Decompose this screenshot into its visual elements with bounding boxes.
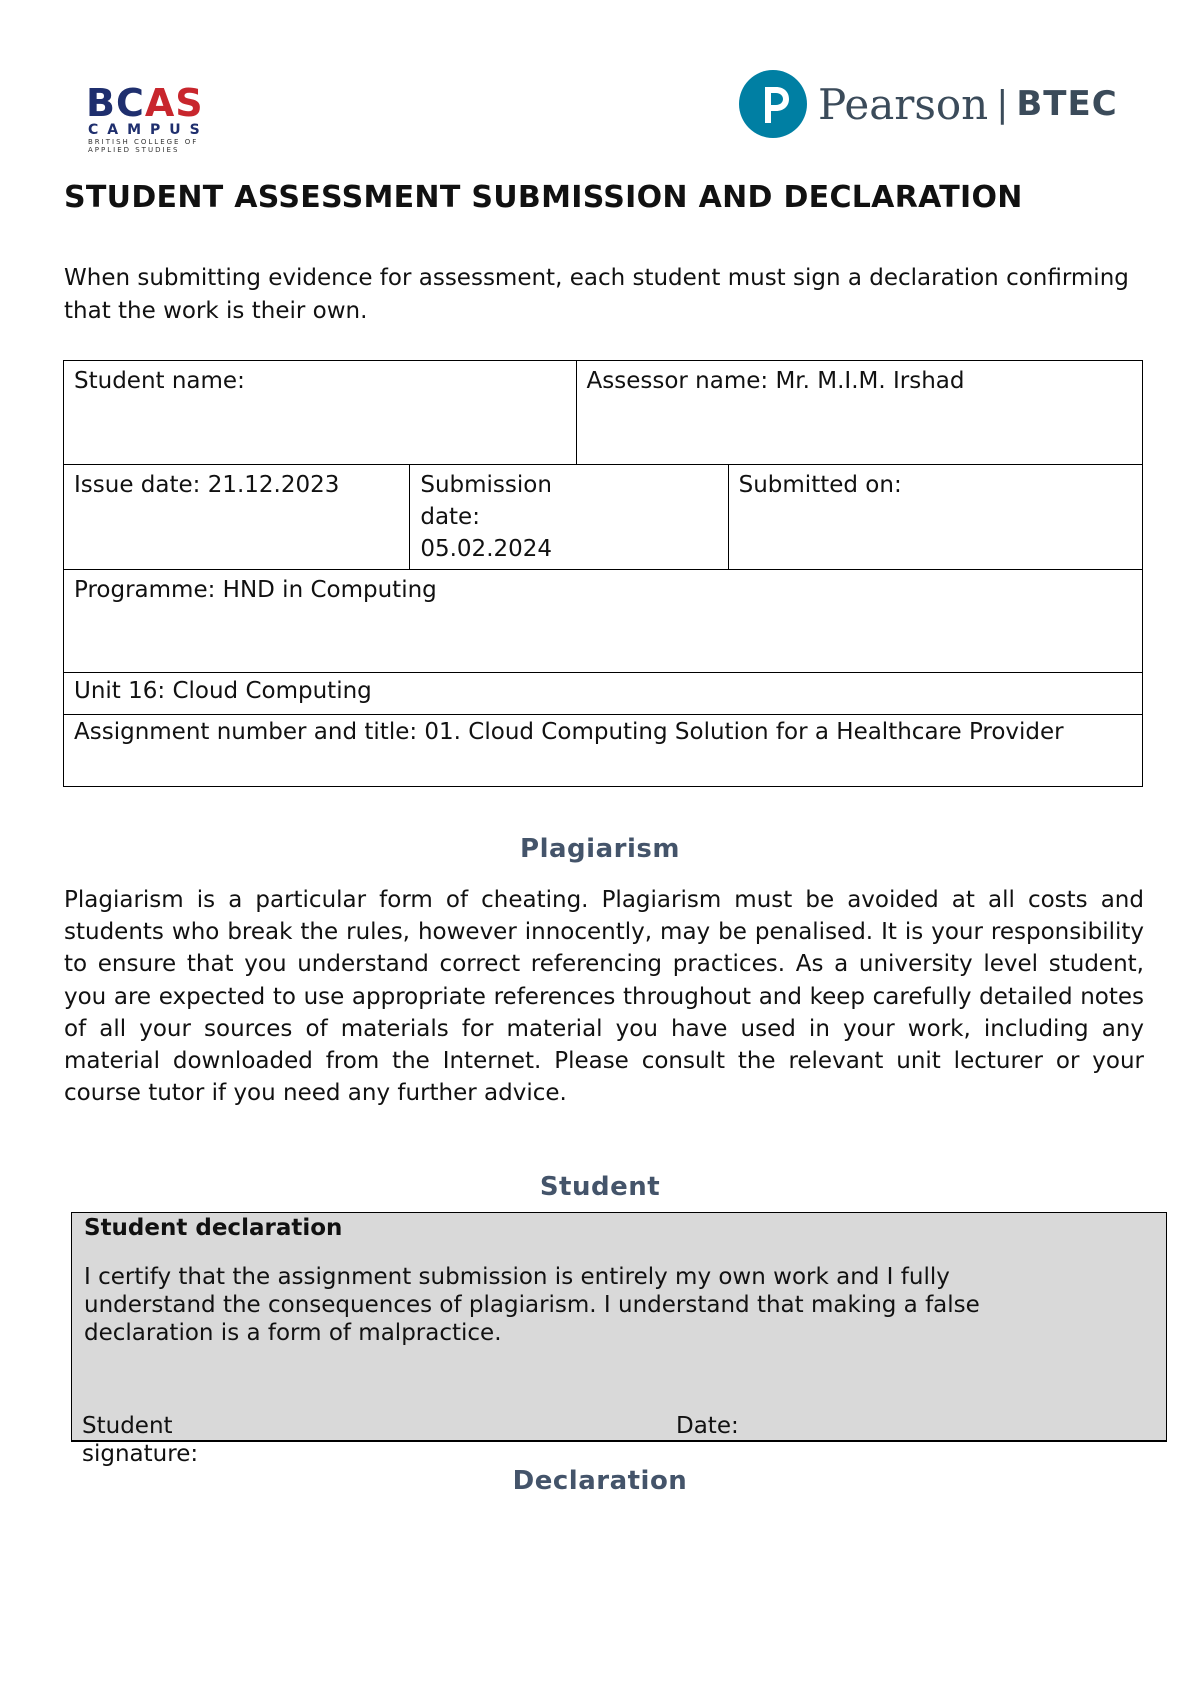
date-label: Date: [676, 1413, 739, 1439]
programme-cell [64, 570, 1143, 673]
assessor-name: Assessor name: Mr. M.I.M. Irshad [586, 368, 965, 394]
bcas-campus-text: CAMPUS [88, 122, 209, 138]
declaration-box-title: Student declaration [84, 1215, 343, 1241]
student-heading: Student [539, 1172, 661, 1202]
intro-paragraph: When submitting evidence for assessment, each student must sign a declaration confirming that the work is their own. [64, 265, 1129, 324]
pearson-brand-text: Pearson [818, 79, 989, 129]
student-declaration-box [71, 1212, 1167, 1442]
page-title: STUDENT ASSESSMENT SUBMISSION AND DECLARATION [64, 180, 1023, 215]
btec-text: BTEC [1016, 84, 1118, 124]
issue-date: Issue date: 21.12.2023 [74, 472, 340, 498]
pearson-btec-logo [738, 66, 1118, 142]
issue-date-cell [64, 465, 410, 570]
unit: Unit 16: Cloud Computing [74, 678, 372, 704]
declaration-heading: Declaration [512, 1466, 688, 1496]
submission-date-value: 05.02.2024 [420, 536, 553, 562]
bcas-logo [86, 81, 220, 154]
submitted-on-label: Submitted on: [738, 472, 902, 498]
submission-date-cell [410, 465, 728, 570]
unit-cell [64, 673, 1143, 715]
submission-date-label: Submission date: [420, 472, 552, 530]
bcas-logo-part2: AS [144, 81, 204, 125]
bcas-wordmark [86, 81, 220, 125]
programme: Programme: HND in Computing [74, 577, 437, 603]
plagiarism-paragraph: Plagiarism is a particular form of cheating. Plagiarism must be avoided at all costs and students who break the rules, however innocently, may be penalised. It is your responsibility to ensure that you understand correct referencing practices. As a university level student, you are expected to use appropriate references throughout and keep carefully detailed notes of all your sources of materials for material you have used in your work, including any material downloaded from the Internet. Please consult the relevant unit lecturer or your course tutor if you need any further advice. [64, 887, 1144, 1107]
bcas-logo-part1: BC [86, 81, 145, 125]
submitted-on-cell[interactable] [728, 465, 1142, 570]
declaration-statement: I certify that the assignment submission is entirely my own work and I fully understand the consequences of plagiarism. I understand that making a false declaration is a form of malpractice. [84, 1264, 980, 1346]
bcas-tagline: BRITISH COLLEGE OF APPLIED STUDIES [88, 138, 199, 154]
assignment-title: Assignment number and title: 01. Cloud Computing Solution for a Healthcare Provider [74, 719, 1064, 745]
plagiarism-heading: Plagiarism [520, 834, 680, 864]
submission-info-table [63, 360, 1143, 787]
pearson-p-icon [738, 69, 808, 139]
student-signature-label: Student signature: [82, 1413, 199, 1467]
student-name-label: Student name: [74, 368, 245, 394]
logo-separator: | [996, 83, 1009, 125]
student-name-cell[interactable] [64, 361, 577, 465]
assessor-name-cell [576, 361, 1143, 465]
assignment-cell [64, 715, 1143, 787]
